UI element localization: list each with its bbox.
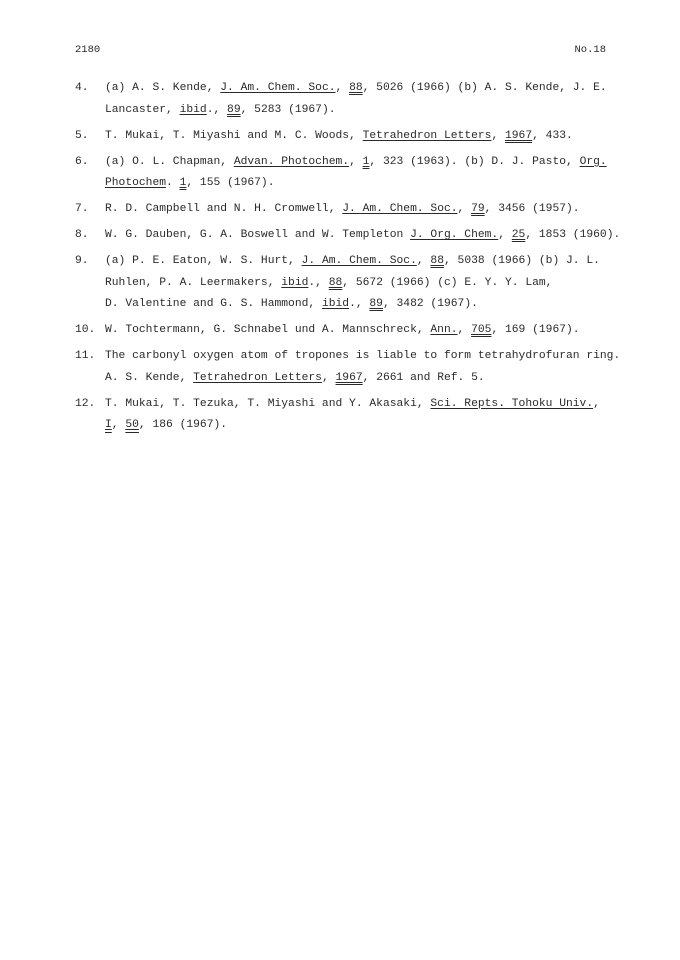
reference-number: 10.	[75, 324, 96, 337]
reference-line	[105, 225, 621, 247]
reference-title-underlined: ibid	[281, 276, 309, 289]
reference-text: T. Mukai, T. Miyashi and M. C. Woods,	[105, 129, 363, 142]
reference-line	[105, 346, 621, 368]
reference-text: , 5038 (1966) (b) J. L.	[443, 255, 600, 268]
page-number: 2180	[75, 44, 101, 56]
reference-number: 7.	[75, 203, 89, 216]
reference-text: , 5283 (1967).	[240, 103, 336, 116]
reference-text: , 186 (1967).	[138, 419, 228, 432]
reference-text: ,	[349, 155, 363, 168]
reference-title-underlined: J. Org. Chem.	[410, 229, 499, 242]
reference-text: W. G. Dauben, G. A. Boswell and W. Templeton	[105, 229, 411, 242]
reference-volume-underlined: 1967	[505, 129, 533, 142]
reference-line	[105, 199, 615, 221]
reference-text: , 3456 (1957).	[484, 203, 580, 216]
reference-text: .,	[206, 103, 228, 116]
reference-text: ,	[457, 324, 472, 337]
reference-number: 6.	[75, 155, 89, 168]
reference-volume-underlined: 89	[227, 103, 241, 116]
reference-text: ,	[416, 255, 431, 268]
reference-item	[75, 320, 615, 342]
reference-line	[105, 78, 615, 100]
reference-item	[75, 126, 615, 148]
reference-text: The carbonyl oxygen atom of tropones is liable to form tetrahydrofuran ring.	[105, 350, 621, 363]
reference-line	[105, 100, 615, 122]
reference-item	[75, 394, 615, 437]
reference-text: , 3482 (1967).	[382, 298, 478, 311]
reference-line	[105, 251, 615, 273]
reference-line	[105, 320, 615, 342]
reference-volume-underlined: 1	[362, 155, 370, 168]
reference-text: , 2661 and Ref. 5.	[362, 371, 485, 384]
reference-line	[105, 273, 615, 295]
reference-title-underlined: Sci. Repts. Tohoku Univ.	[430, 397, 594, 410]
reference-volume-underlined: I	[105, 419, 112, 432]
reference-volume-underlined: 25	[511, 229, 526, 242]
reference-text: , 169 (1967).	[491, 324, 580, 337]
reference-line	[105, 126, 615, 148]
reference-item	[75, 225, 621, 247]
reference-item	[75, 152, 615, 195]
reference-title-underlined: J. Am. Chem. Soc.	[342, 203, 458, 216]
reference-text: R. D. Campbell and N. H. Cromwell,	[105, 203, 343, 216]
reference-text: ,	[111, 419, 126, 432]
reference-text: ,	[335, 82, 350, 94]
reference-volume-underlined: 88	[430, 255, 444, 268]
reference-number: 4.	[75, 82, 89, 94]
reference-line	[105, 394, 615, 416]
reference-line	[105, 294, 615, 316]
reference-text: Lancaster,	[105, 103, 180, 116]
reference-text: A. S. Kende,	[105, 371, 194, 384]
reference-list	[75, 78, 621, 441]
reference-volume-underlined: 50	[125, 419, 139, 432]
reference-text: ,	[498, 229, 512, 242]
reference-item	[75, 78, 615, 121]
reference-text: , 155 (1967).	[186, 177, 275, 190]
reference-text: .	[166, 177, 180, 190]
reference-text: , 1853 (1960).	[525, 229, 621, 242]
reference-text: .,	[349, 298, 370, 311]
reference-volume-underlined: 89	[369, 298, 383, 311]
reference-text: .,	[308, 276, 329, 289]
reference-volume-underlined: 705	[471, 324, 492, 337]
reference-text: (a) A. S. Kende,	[105, 82, 221, 94]
reference-title-underlined: Photochem	[105, 177, 167, 190]
reference-title-underlined: Tetrahedron Letters	[193, 371, 322, 384]
reference-volume-underlined: 79	[471, 203, 485, 216]
reference-item	[75, 251, 615, 316]
issue-number: No.18	[574, 44, 606, 56]
reference-line	[105, 415, 615, 437]
reference-text: D. Valentine and G. S. Hammond,	[105, 298, 322, 311]
reference-volume-underlined: 88	[349, 82, 363, 94]
reference-item	[75, 199, 615, 221]
reference-item	[75, 346, 621, 389]
reference-title-underlined: Ann.	[430, 324, 458, 337]
reference-volume-underlined: 88	[328, 276, 343, 289]
reference-title-underlined: Advan. Photochem.	[233, 155, 350, 168]
reference-text: ,	[491, 129, 505, 142]
reference-number: 9.	[75, 255, 89, 268]
reference-text: Ruhlen, P. A. Leermakers,	[105, 276, 282, 289]
reference-line	[105, 173, 615, 195]
reference-volume-underlined: 1967	[335, 371, 363, 384]
reference-text: T. Mukai, T. Tezuka, T. Miyashi and Y. Akasaki,	[105, 397, 431, 410]
reference-text: , 5672 (1966) (c) E. Y. Y. Lam,	[342, 276, 553, 289]
reference-number: 5.	[75, 129, 89, 142]
reference-number: 11.	[75, 350, 96, 363]
reference-text: (a) O. L. Chapman,	[105, 155, 234, 168]
reference-title-underlined: Tetrahedron Letters	[362, 129, 492, 142]
reference-line	[105, 368, 615, 390]
reference-title-underlined: ibid	[321, 298, 350, 311]
reference-text: (a) P. E. Eaton, W. S. Hurt,	[105, 255, 302, 268]
reference-text: , 323 (1963). (b) D. J. Pasto,	[369, 155, 580, 168]
reference-line	[105, 152, 615, 174]
reference-number: 8.	[75, 229, 89, 242]
reference-title-underlined: ibid	[179, 103, 207, 116]
reference-text: ,	[457, 203, 472, 216]
reference-text: W. Tochtermann, G. Schnabel und A. Mannschreck,	[105, 324, 431, 337]
reference-text: , 5026 (1966) (b) A. S. Kende, J. E.	[362, 82, 607, 94]
reference-number: 12.	[75, 397, 96, 410]
reference-text: , 433.	[532, 129, 573, 142]
reference-text: ,	[593, 397, 600, 410]
reference-text: ,	[321, 371, 336, 384]
reference-title-underlined: J. Am. Chem. Soc.	[301, 255, 417, 268]
reference-volume-underlined: 1	[179, 177, 187, 190]
reference-title-underlined: Org.	[579, 155, 607, 168]
reference-title-underlined: J. Am. Chem. Soc.	[220, 82, 336, 94]
